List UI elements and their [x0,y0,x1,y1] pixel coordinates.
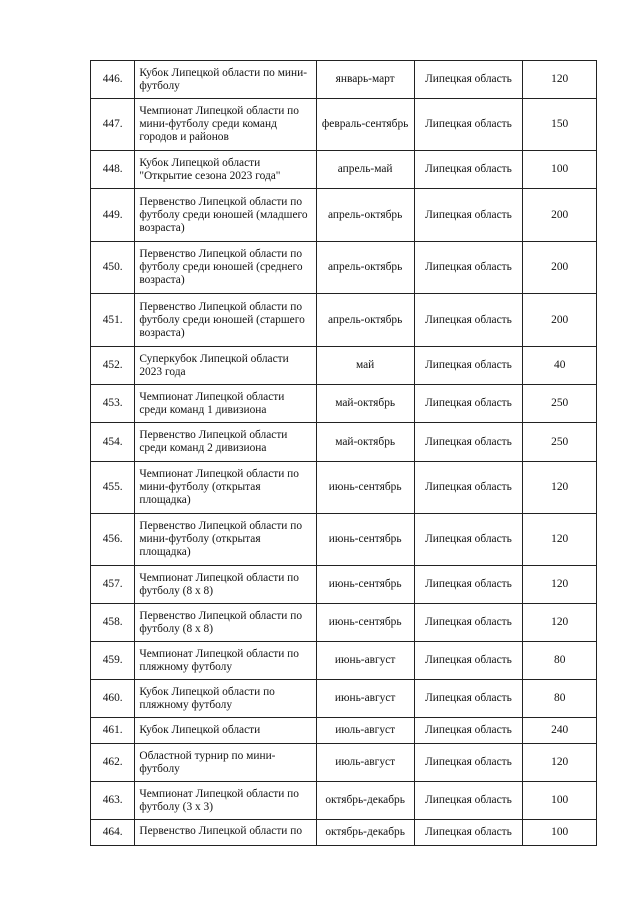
table-row [91,385,597,423]
table-row [91,61,597,99]
event-name: Чемпионат Липецкой области по мини-футболу среди команд городов и районов [135,99,316,151]
participant-count: 250 [523,423,597,462]
event-region: Липецкая область [414,718,523,744]
event-name: Кубок Липецкой области по мини-футболу [135,61,316,99]
event-period: апрель-май [316,151,414,189]
event-region: Липецкая область [414,99,523,151]
participant-count: 80 [523,642,597,680]
participant-count: 120 [523,462,597,514]
event-region: Липецкая область [414,462,523,514]
table-row [91,99,597,151]
table-row [91,744,597,782]
row-number: 456. [91,514,135,566]
event-region: Липецкая область [414,189,523,242]
participant-count: 40 [523,347,597,385]
event-region: Липецкая область [414,642,523,680]
participant-count: 100 [523,151,597,189]
event-period: июнь-август [316,642,414,680]
event-period: май [316,347,414,385]
row-number: 459. [91,642,135,680]
events-table [90,60,597,846]
event-name: Первенство Липецкой области по футболу среди юношей (старшего возраста) [135,294,316,347]
event-region: Липецкая область [414,61,523,99]
table-row [91,680,597,718]
table-row [91,347,597,385]
row-number: 457. [91,566,135,604]
event-region: Липецкая область [414,385,523,423]
participant-count: 200 [523,294,597,347]
event-region: Липецкая область [414,242,523,294]
event-name: Первенство Липецкой области по мини-футболу (открытая площадка) [135,514,316,566]
event-name: Кубок Липецкой области по пляжному футболу [135,680,316,718]
event-region: Липецкая область [414,680,523,718]
event-region: Липецкая область [414,294,523,347]
event-period: май-октябрь [316,385,414,423]
row-number: 451. [91,294,135,347]
row-number: 447. [91,99,135,151]
event-period: июнь-сентябрь [316,604,414,642]
event-period: апрель-октябрь [316,189,414,242]
table-row [91,782,597,820]
row-number: 463. [91,782,135,820]
participant-count: 120 [523,566,597,604]
event-period: июнь-сентябрь [316,462,414,514]
row-number: 462. [91,744,135,782]
row-number: 450. [91,242,135,294]
table-row [91,566,597,604]
table-row [91,514,597,566]
table-row [91,462,597,514]
participant-count: 120 [523,61,597,99]
table-row [91,294,597,347]
participant-count: 120 [523,604,597,642]
row-number: 461. [91,718,135,744]
event-period: апрель-октябрь [316,294,414,347]
event-period: январь-март [316,61,414,99]
row-number: 449. [91,189,135,242]
event-name: Первенство Липецкой области среди команд 2 дивизиона [135,423,316,462]
event-region: Липецкая область [414,347,523,385]
event-name: Кубок Липецкой области "Открытие сезона 2023 года" [135,151,316,189]
participant-count: 120 [523,514,597,566]
participant-count: 200 [523,242,597,294]
event-period: октябрь-декабрь [316,820,414,846]
table-row [91,151,597,189]
event-period: июль-август [316,718,414,744]
event-region: Липецкая область [414,566,523,604]
table-row [91,642,597,680]
row-number: 460. [91,680,135,718]
table-row [91,604,597,642]
event-name: Чемпионат Липецкой области по мини-футболу (открытая площадка) [135,462,316,514]
row-number: 458. [91,604,135,642]
table-row [91,189,597,242]
row-number: 446. [91,61,135,99]
participant-count: 240 [523,718,597,744]
table-row [91,423,597,462]
table-row [91,242,597,294]
event-region: Липецкая область [414,782,523,820]
row-number: 453. [91,385,135,423]
row-number: 464. [91,820,135,846]
event-name: Областной турнир по мини-футболу [135,744,316,782]
event-name: Первенство Липецкой области по футболу среди юношей (среднего возраста) [135,242,316,294]
event-name: Чемпионат Липецкой области среди команд 1 дивизиона [135,385,316,423]
participant-count: 100 [523,820,597,846]
event-name: Первенство Липецкой области по футболу (8 х 8) [135,604,316,642]
event-name: Чемпионат Липецкой области по футболу (8 х 8) [135,566,316,604]
participant-count: 250 [523,385,597,423]
row-number: 448. [91,151,135,189]
event-region: Липецкая область [414,514,523,566]
event-name: Первенство Липецкой области по футболу среди юношей (младшего возраста) [135,189,316,242]
event-period: июнь-август [316,680,414,718]
row-number: 454. [91,423,135,462]
event-period: февраль-сентябрь [316,99,414,151]
event-region: Липецкая область [414,151,523,189]
event-region: Липецкая область [414,744,523,782]
event-region: Липецкая область [414,820,523,846]
event-name: Кубок Липецкой области [135,718,316,744]
event-period: июнь-сентябрь [316,514,414,566]
participant-count: 100 [523,782,597,820]
table-row [91,820,597,846]
participant-count: 120 [523,744,597,782]
event-period: апрель-октябрь [316,242,414,294]
participant-count: 150 [523,99,597,151]
event-region: Липецкая область [414,604,523,642]
row-number: 455. [91,462,135,514]
event-name: Первенство Липецкой области по [135,820,316,846]
participant-count: 200 [523,189,597,242]
table-row [91,718,597,744]
event-period: июнь-сентябрь [316,566,414,604]
event-period: июль-август [316,744,414,782]
event-name: Чемпионат Липецкой области по футболу (3 х 3) [135,782,316,820]
row-number: 452. [91,347,135,385]
event-name: Суперкубок Липецкой области 2023 года [135,347,316,385]
participant-count: 80 [523,680,597,718]
event-period: май-октябрь [316,423,414,462]
event-region: Липецкая область [414,423,523,462]
event-name: Чемпионат Липецкой области по пляжному футболу [135,642,316,680]
event-period: октябрь-декабрь [316,782,414,820]
